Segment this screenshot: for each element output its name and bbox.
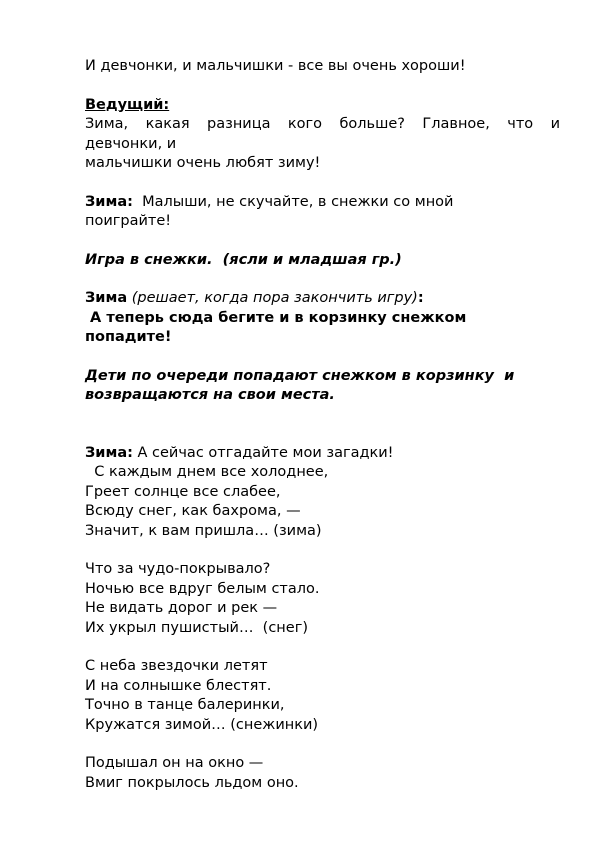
text-line: И девчонки, и мальчишки - все вы очень хороши! (85, 58, 466, 74)
riddle-line: Подышал он на окно — (85, 755, 264, 771)
speaker-label-zima: Зима: (85, 444, 133, 461)
text-line (85, 444, 560, 464)
riddle-line: Греет солнце все слабее, (85, 483, 281, 500)
riddle-line: С каждым днем все холоднее, (85, 464, 329, 480)
riddle-line: Всюду снег, как бахрома, — (85, 503, 301, 519)
stage-direction-game: Игра в снежки. (ясли и младшая гр.) (85, 251, 402, 268)
speech-text: А сейчас отгадайте мои загадки! (132, 444, 394, 461)
riddle-line: Их укрыл пушистый… (снег) (85, 619, 308, 636)
text-line (85, 193, 560, 213)
riddle-line: Что за чудо-покрывало? (85, 561, 271, 577)
riddle-3 (85, 657, 560, 735)
riddle-1 (85, 463, 560, 541)
riddle-line: И на солнышке блестят. (85, 677, 272, 694)
riddle-line: Точно в танце балеринки, (85, 697, 285, 713)
riddle-line: С неба звездочки летят (85, 658, 268, 674)
colon: : (417, 290, 424, 306)
text-line: мальчишки очень любят зиму! (85, 155, 321, 171)
speaker-label-zima: Зима (85, 290, 128, 306)
riddle-2 (85, 560, 560, 638)
stage-direction-kids: Дети по очереди попадают снежком в корзинку и (85, 367, 515, 384)
text-line (85, 289, 560, 309)
text-line: А теперь сюда бегите и в корзинку снежком (85, 309, 467, 326)
riddle-line: Не видать дорог и рек — (85, 600, 278, 616)
text-line: Зима, какая разница кого больше? Главное, что и (85, 116, 560, 132)
text-line: попадите! (85, 329, 172, 345)
riddle-line: Ночью все вдруг белым стало. (85, 580, 320, 597)
riddle-4 (85, 754, 560, 793)
document-page (85, 57, 560, 793)
speaker-label-host: Ведущий: (85, 96, 170, 113)
riddle-line: Вмиг покрылось льдом оно. (85, 774, 299, 791)
text-line: девчонки, и (85, 135, 177, 152)
stage-remark: (решает, когда пора закончить игру) (127, 290, 418, 306)
speech-text: Малыши, не скучайте, в снежки со мной (132, 193, 454, 210)
speaker-label-zima: Зима: (85, 193, 133, 210)
riddle-line: Кружатся зимой… (снежинки) (85, 716, 319, 733)
riddle-line: Значит, к вам пришла… (зима) (85, 522, 322, 539)
stage-direction-kids: возвращаются на свои места. (85, 387, 335, 403)
text-line: поиграйте! (85, 213, 172, 229)
